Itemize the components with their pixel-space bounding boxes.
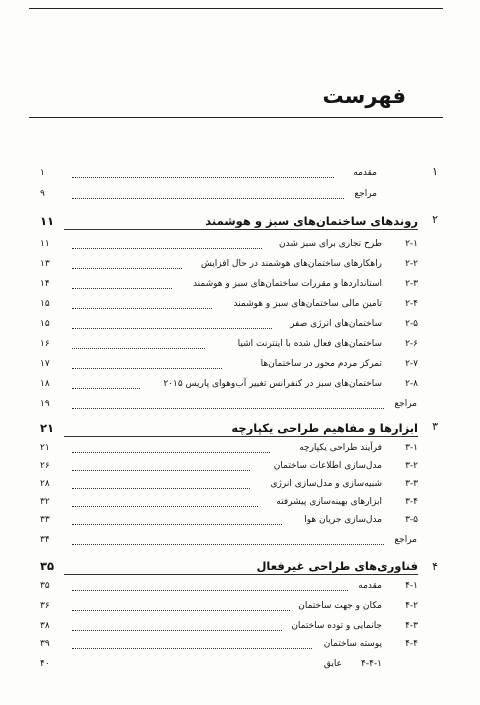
entry-number: ۲-۴ [405,299,418,309]
title-rule [29,117,443,118]
entry-title: عایق [323,659,342,669]
entry-page: ۱۴ [40,279,50,289]
entry-title: تمرکز مردم محور در ساختمان‌ها [260,359,382,369]
toc-entry [40,618,430,634]
top-rule [29,8,443,9]
entry-number: ۲-۱ [405,239,418,249]
entry-title: پوسته ساختمان [323,639,382,649]
entry-page: ۴۰ [40,659,50,669]
toc-entry [40,316,430,332]
toc-entry [40,396,430,412]
entry-page: ۹ [40,189,45,199]
entry-title: طرح تجاری برای سبز شدن [279,239,382,249]
entry-number: ۲-۳ [405,279,418,289]
toc-entry [40,336,430,352]
entry-page: ۳۵ [40,581,50,591]
chapter-page: ۱۱ [40,214,55,228]
toc-entry [40,276,430,292]
entry-page: ۱۵ [40,299,50,309]
dot-leader [72,506,258,507]
chapter-page: ۲۱ [40,421,55,435]
chapter-underline [64,574,418,575]
toc-entry [40,476,430,492]
dot-leader [72,248,262,249]
chapter-number: ۳ [432,420,438,433]
entry-title: ساختمان‌های سبز در کنفرانس تغییر آب‌وهوای پاریس ۲۰۱۵ [163,379,382,389]
dot-leader [72,544,384,545]
dot-leader [72,590,348,591]
chapter-underline [64,229,418,230]
entry-page: ۱ [40,168,45,178]
chapter-heading: ابزارها و مفاهیم طراحی یکپارچه [231,421,418,435]
toc-entry [40,296,430,312]
entry-page: ۳۴ [40,535,50,545]
dot-leader [72,177,334,178]
entry-title: جانمایی و توده ساختمان [291,621,382,631]
entry-title: مدل‌سازی اطلاعات ساختمان [273,461,382,471]
dot-leader [72,348,205,349]
entry-number: ۴-۴ [405,639,418,649]
toc-entry [40,494,430,510]
entry-title: تامین مالی ساختمان‌های سبز و هوشمند [233,299,382,309]
chapter-page: ۳۵ [40,559,55,573]
dot-leader [72,268,182,269]
entry-page: ۱۷ [40,359,50,369]
entry-title: شبیه‌سازی و مدل‌سازی انرژی [270,479,382,489]
entry-number: ۳-۲ [405,461,418,471]
entry-number: ۴-۱ [405,581,418,591]
entry-title: ساختمان‌های فعال شده با اینترنت اشیا [237,339,382,349]
dot-leader [72,308,212,309]
entry-page: ۲۱ [40,443,50,453]
entry-page: ۳۹ [40,639,50,649]
entry-page: ۳۲ [40,497,50,507]
entry-page: ۱۳ [40,259,50,269]
entry-title: مقدمه [358,581,382,591]
entry-title: استانداردها و مقررات ساختمان‌های سبز و هوشمند [192,279,382,289]
toc-entry [40,165,430,181]
entry-title: فرآیند طراحی یکپارچه [299,443,382,453]
dot-leader [72,368,222,369]
dot-leader [72,288,172,289]
entry-page: ۳۶ [40,601,50,611]
entry-number: ۴-۴-۱ [361,659,382,669]
dot-leader [72,470,250,471]
entry-number: ۴-۲ [405,601,418,611]
chapter-heading: فناوری‌های طراحی غیرفعال [256,559,418,573]
chapter-number: ۴ [432,560,438,573]
toc-entry [40,598,430,614]
entry-title: مراجع [394,399,417,409]
chapter-number: ۱ [432,165,438,178]
dot-leader [72,328,272,329]
dot-leader [72,648,312,649]
toc-entry [40,578,430,594]
toc-entry [40,458,430,474]
entry-title: مراجع [394,535,417,545]
toc-entry [40,186,430,202]
toc-entry [40,376,430,392]
dot-leader [72,610,290,611]
chapter-heading-row [40,420,430,436]
entry-page: ۱۹ [40,399,50,409]
page-title: فهرست [322,84,406,108]
toc-entry [40,256,430,272]
entry-page: ۳۸ [40,621,50,631]
toc-entry [40,440,430,456]
entry-page: ۲۸ [40,479,50,489]
entry-number: ۳-۵ [405,515,418,525]
entry-number: ۲-۵ [405,319,418,329]
entry-page: ۳۳ [40,515,50,525]
chapter-heading-row [40,558,430,574]
dot-leader [72,198,344,199]
entry-number: ۲-۶ [405,339,418,349]
entry-number: ۲-۷ [405,359,418,369]
entry-page: ۲۶ [40,461,50,471]
entry-number: ۳-۳ [405,479,418,489]
chapter-heading-row [40,213,430,229]
toc-entry [40,532,430,548]
entry-title: راهکارهای ساختمان‌های هوشمند در حال افزایش [200,259,382,269]
entry-title: مقدمه [353,168,377,178]
dot-leader [72,488,250,489]
dot-leader [72,408,384,409]
toc-entry [40,356,430,372]
dot-leader [72,630,282,631]
chapter-number: ۲ [432,213,438,226]
dot-leader [72,388,140,389]
entry-number: ۳-۱ [405,443,418,453]
entry-page: ۱۱ [40,239,50,249]
entry-title: مدل‌سازی جریان هوا [304,515,382,525]
dot-leader [72,524,282,525]
entry-number: ۴-۳ [405,621,418,631]
entry-title: ساختمان‌های انرژی صفر [290,319,382,329]
chapter-underline [64,436,418,437]
chapter-heading: روندهای ساختمان‌های سبز و هوشمند [205,214,418,228]
entry-number: ۲-۲ [405,259,418,269]
entry-title: مراجع [354,189,377,199]
toc-entry [40,236,430,252]
entry-number: ۲-۸ [405,379,418,389]
entry-title: مکان و جهت ساختمان [298,601,382,611]
entry-page: ۱۶ [40,339,50,349]
entry-number: ۳-۴ [405,497,418,507]
dot-leader [72,452,270,453]
toc-entry [40,636,430,652]
toc-entry [40,656,430,672]
entry-page: ۱۵ [40,319,50,329]
toc-entry [40,512,430,528]
entry-title: ابزارهای بهینه‌سازی پیشرفته [276,497,382,507]
entry-page: ۱۸ [40,379,50,389]
